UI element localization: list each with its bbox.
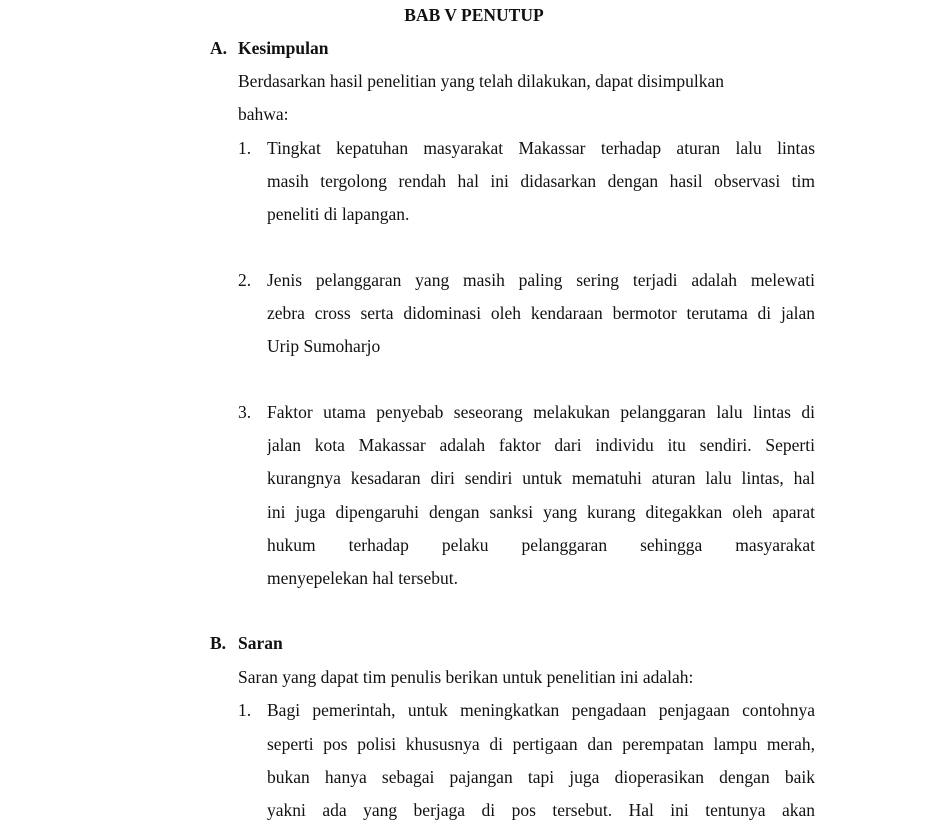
list-line: Tingkat kepatuhan masyarakat Makassar terhadap aturan lalu lintas (267, 138, 815, 158)
list-line: Faktor utama penyebab seseorang melakukan pelanggaran lalu lintas di (267, 402, 815, 422)
intro-line: Saran yang dapat tim penulis berikan untuk penelitian ini adalah: (238, 667, 694, 687)
section-heading: Saran (238, 633, 283, 653)
list-line: hukum terhadap pelaku pelanggaran sehingga masyarakat (267, 535, 815, 555)
list-line: peneliti di lapangan. (267, 204, 410, 224)
list-line: menyepelekan hal tersebut. (267, 568, 458, 588)
section-marker: B. (210, 633, 227, 653)
list-line: yakni ada yang berjaga di pos tersebut. Hal ini tentunya akan (267, 800, 815, 820)
list-line: zebra cross serta didominasi oleh kendaraan bermotor terutama di jalan (267, 303, 815, 323)
list-number: 1. (238, 138, 252, 158)
section-marker: A. (210, 38, 228, 58)
list-number: 2. (238, 270, 252, 290)
list-number: 3. (238, 402, 252, 422)
list-line: bukan hanya sebagai pajangan tapi juga dioperasikan dengan baik (267, 767, 815, 787)
list-line: seperti pos polisi khususnya di pertigaan dan perempatan lampu merah, (267, 734, 815, 754)
chapter-title: BAB V PENUTUP (404, 5, 544, 25)
list-number: 1. (238, 700, 252, 720)
list-line: kurangnya kesadaran diri sendiri untuk mematuhi aturan lalu lintas, hal (267, 468, 815, 488)
list-line: jalan kota Makassar adalah faktor dari individu itu sendiri. Seperti (267, 435, 815, 455)
list-line: masih tergolong rendah hal ini didasarkan dengan hasil observasi tim (267, 171, 815, 191)
list-line: Jenis pelanggaran yang masih paling sering terjadi adalah melewati (267, 270, 815, 290)
section-heading: Kesimpulan (238, 38, 329, 58)
intro-line: Berdasarkan hasil penelitian yang telah dilakukan, dapat disimpulkan (238, 71, 724, 91)
list-line: Urip Sumoharjo (267, 336, 381, 356)
intro-line: bahwa: (238, 104, 289, 124)
list-line: Bagi pemerintah, untuk meningkatkan pengadaan penjagaan contohnya (267, 700, 815, 720)
list-line: ini juga dipengaruhi dengan sanksi yang kurang ditegakkan oleh aparat (267, 502, 815, 522)
